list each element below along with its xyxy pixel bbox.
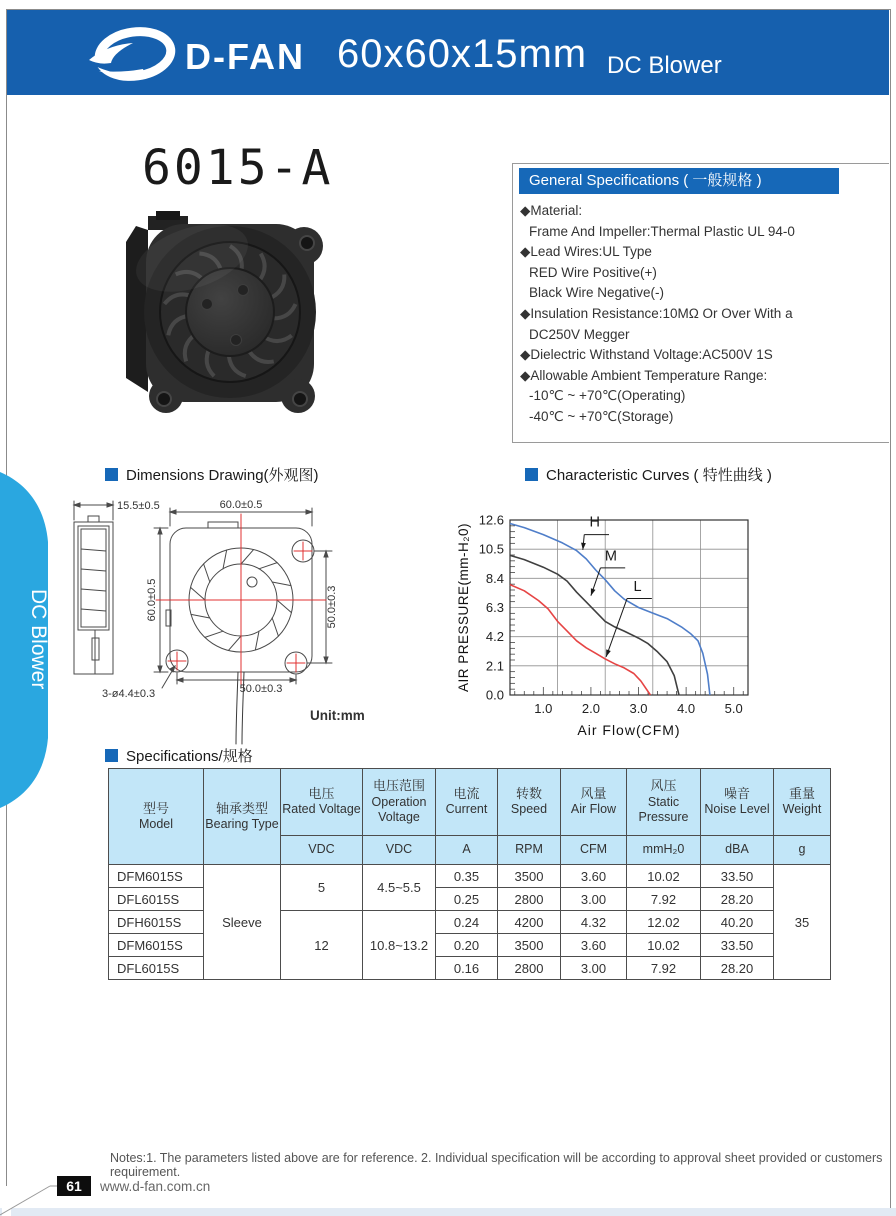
- unit-cfm: CFM: [561, 836, 627, 865]
- general-specs-title: General Specifications ( 一般规格 ): [519, 168, 839, 194]
- curve-label-M: M: [604, 548, 617, 565]
- table-row: DFM6015S Sleeve 5 4.5~5.5 0.35 3500 3.60 10.02 33.50 35: [109, 865, 831, 888]
- col-header-pressure: 风压 Static Pressure: [627, 769, 701, 836]
- col-header-rated-voltage: 电压 Rated Voltage: [281, 769, 363, 836]
- spec-line: ◆Insulation Resistance:10MΩ Or Over With a: [520, 305, 793, 321]
- spec-line: ◆Lead Wires:UL Type: [520, 244, 652, 260]
- page-header: [7, 10, 889, 95]
- header-size-title: 60x60x15mm: [337, 32, 588, 76]
- x-tick-label: 3.0: [629, 701, 648, 716]
- unit-g: g: [774, 836, 831, 865]
- x-tick-label: 2.0: [581, 701, 600, 716]
- spec-line: -10℃ ~ +70℃(Operating): [529, 388, 686, 404]
- dim-unit-label: Unit:mm: [310, 708, 365, 723]
- curve-L: [510, 585, 650, 695]
- col-header-model: 型号 Model: [109, 769, 204, 865]
- unit-dba: dBA: [701, 836, 774, 865]
- unit-rpm: RPM: [498, 836, 561, 865]
- y-tick-label: 10.5: [478, 541, 504, 557]
- dim-height-label: 60.0±0.5: [146, 578, 158, 622]
- unit-mmh2o: mmH₂0: [627, 836, 701, 865]
- spec-line: ◆Material:: [520, 203, 583, 218]
- col-header-bearing: 轴承类型 Bearing Type: [204, 769, 281, 865]
- x-axis-title: Air Flow(CFM): [577, 722, 681, 738]
- y-tick-label: 6.3: [485, 600, 504, 615]
- unit-vdc: VDC: [363, 836, 436, 865]
- y-axis-title: AIR PRESSURE(mm-H₂0): [456, 522, 471, 693]
- col-header-speed: 转数 Speed: [498, 769, 561, 836]
- spec-line: -40℃ ~ +70℃(Storage): [529, 408, 674, 424]
- spec-line: DC250V Megger: [529, 326, 630, 342]
- dimensions-drawing: [36, 492, 476, 754]
- characteristic-curves-chart: [455, 495, 895, 750]
- model-title: 6015-A: [142, 140, 334, 196]
- x-tick-label: 5.0: [724, 701, 743, 716]
- table-row: DFM6015S 0.20 3500 3.60 10.02 33.50: [109, 934, 831, 957]
- y-tick-label: 2.1: [485, 658, 504, 674]
- website-url: www.d-fan.com.cn: [100, 1179, 211, 1194]
- side-tab-label: DC Blower: [27, 589, 50, 690]
- general-specs-list: [520, 201, 880, 428]
- page-number-badge: 61: [57, 1176, 91, 1196]
- col-header-airflow: 风量 Air Flow: [561, 769, 627, 836]
- spec-table: [108, 768, 831, 980]
- y-tick-label: 0.0: [485, 687, 504, 703]
- section-curves-title: Characteristic Curves ( 特性曲线 ): [525, 464, 772, 485]
- y-tick-label: 4.2: [485, 629, 504, 645]
- unit-a: A: [436, 836, 498, 865]
- spec-line: ◆Dielectric Withstand Voltage:AC500V 1S: [520, 347, 773, 363]
- spec-line: ◆Allowable Ambient Temperature Range:: [520, 367, 768, 383]
- curve-M: [510, 555, 679, 695]
- curve-label-L: L: [633, 578, 642, 595]
- unit-vdc: VDC: [281, 836, 363, 865]
- y-tick-label: 12.6: [478, 512, 504, 528]
- blue-square-icon: [525, 468, 538, 481]
- section-specifications-title: Specifications/规格: [105, 745, 253, 766]
- section-dimensions-title: Dimensions Drawing(外观图): [105, 464, 319, 485]
- curve-label-H: H: [589, 514, 600, 531]
- dim-depth-label: 15.5±0.5: [117, 500, 160, 512]
- spec-line: Frame And Impeller:Thermal Plastic UL 94-0: [529, 223, 795, 239]
- y-tick-label: 8.4: [485, 570, 504, 586]
- dim-pitch-right-label: 50.0±0.3: [326, 585, 338, 629]
- brand-logo-icon: [85, 27, 181, 81]
- header-product-type: DC Blower: [607, 52, 722, 79]
- footer-notes: Notes:1. The parameters listed above are for reference. 2. Individual specification will be according to approval sheet provided or customers requirement.: [110, 1151, 883, 1179]
- bearing-cell: Sleeve: [204, 865, 281, 980]
- table-row: DFH6015S 12 10.8~13.2 0.24 4200 4.32 12.02 40.20: [109, 911, 831, 934]
- dim-width-label: 60.0±0.5: [219, 499, 263, 511]
- bottom-band: [0, 1208, 896, 1216]
- spec-line: Black Wire Negative(-): [529, 285, 665, 301]
- product-photo: [108, 200, 332, 420]
- col-header-weight: 重量 Weight: [774, 769, 831, 836]
- weight-cell: 35: [774, 865, 831, 980]
- dim-holes-label: 3-ø4.4±0.3: [102, 688, 156, 700]
- leader-arrowhead: [606, 649, 611, 656]
- blue-square-icon: [105, 468, 118, 481]
- dim-pitch-bottom-label: 50.0±0.3: [239, 683, 283, 695]
- table-row: DFL6015S 0.25 2800 3.00 7.92 28.20: [109, 888, 831, 911]
- table-row: DFL6015S 0.16 2800 3.00 7.92 28.20: [109, 957, 831, 980]
- col-header-current: 电流 Current: [436, 769, 498, 836]
- brand-name: D-FAN: [185, 36, 305, 77]
- col-header-noise: 噪音 Noise Level: [701, 769, 774, 836]
- x-tick-label: 4.0: [677, 701, 696, 716]
- col-header-operation-voltage: 电压范围 Operation Voltage: [363, 769, 436, 836]
- leader-arrowhead: [591, 588, 596, 595]
- spec-line: RED Wire Positive(+): [529, 264, 657, 280]
- x-tick-label: 1.0: [534, 701, 553, 716]
